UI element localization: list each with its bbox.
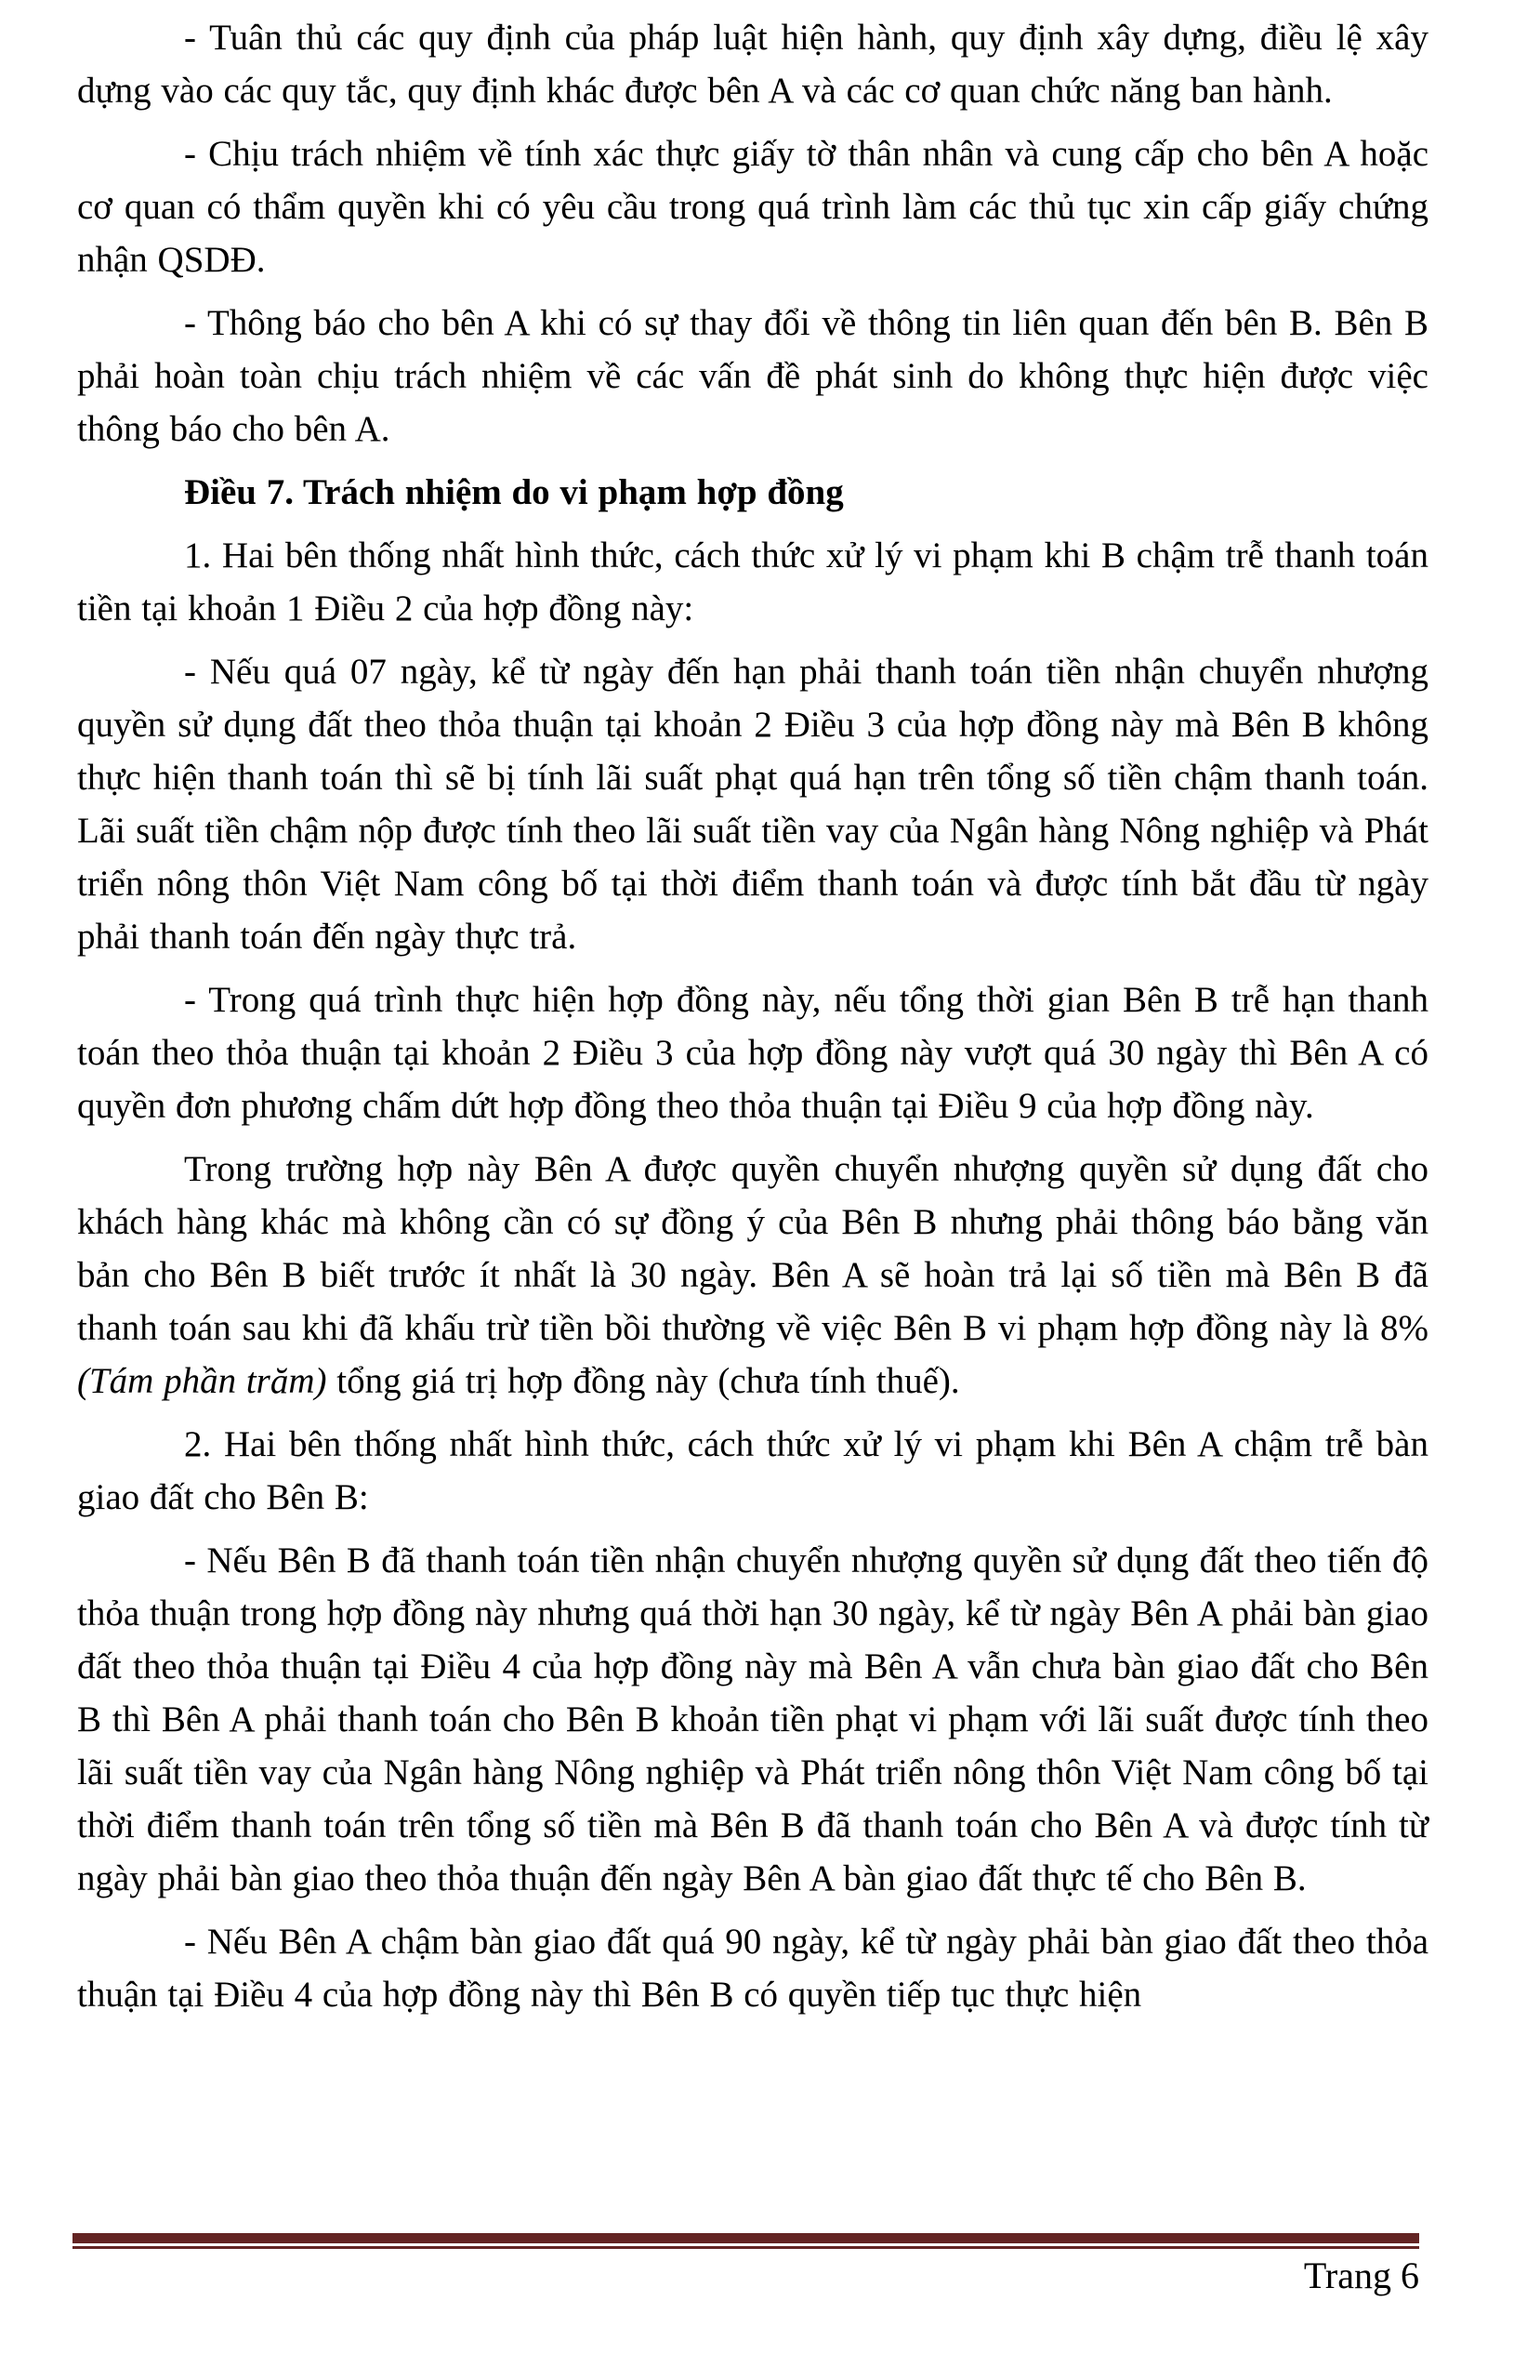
italic-tam-phan-tram: (Tám phần trăm) — [77, 1361, 327, 1401]
footer-rule-thick-bar — [72, 2233, 1419, 2243]
section-heading-dieu-7: Điều 7. Trách nhiệm do vi phạm hợp đồng — [184, 472, 844, 512]
paragraph-text-after: tổng giá trị hợp đồng này (chưa tính thuế). — [326, 1361, 960, 1401]
document-body — [77, 11, 1428, 2021]
page-number-label: Trang 6 — [1303, 2254, 1419, 2296]
paragraph-trong-truong-hop — [77, 1143, 1428, 1408]
paragraph-trong-qua-trinh: - Trong quá trình thực hiện hợp đồng này, nếu tổng thời gian Bên B trễ hạn thanh toán theo thỏa thuận tại khoản 2 Điều 3 của hợp đồng này vượt quá 30 ngày thì Bên A có quyền đơn phương chấm dứt hợp đồng theo thỏa thuận tại Điều 9 của hợp đồng này. — [77, 980, 1428, 1126]
paragraph-neu-ben-b-da-thanh-toan: - Nếu Bên B đã thanh toán tiền nhận chuyển nhượng quyền sử dụng đất theo tiến độ thỏa thuận trong hợp đồng này nhưng quá thời hạn 30 ngày, kể từ ngày Bên A phải bàn giao đất theo thỏa thuận tại Điều 4 của hợp đồng này mà Bên A vẫn chưa bàn giao đất cho Bên B thì Bên A phải thanh toán cho Bên B khoản tiền phạt vi phạm với lãi suất được tính theo lãi suất tiền vay của Ngân hàng Nông nghiệp và Phát triển nông thôn Việt Nam công bố tại thời điểm thanh toán trên tổng số tiền mà Bên B đã thanh toán cho Bên A và được tính từ ngày phải bàn giao theo thỏa thuận đến ngày Bên A bàn giao đất thực tế cho Bên B. — [77, 1540, 1428, 1898]
paragraph-clause-2: 2. Hai bên thống nhất hình thức, cách thức xử lý vi phạm khi Bên A chậm trễ bàn giao đất cho Bên B: — [77, 1424, 1428, 1517]
paragraph-clause-1: 1. Hai bên thống nhất hình thức, cách thức xử lý vi phạm khi B chậm trễ thanh toán tiền tại khoản 1 Điều 2 của hợp đồng này: — [77, 536, 1428, 628]
paragraph-chiu-trach-nhiem: - Chịu trách nhiệm về tính xác thực giấy tờ thân nhân và cung cấp cho bên A hoặc cơ quan có thẩm quyền khi có yêu cầu trong quá trình làm các thủ tục xin cấp giấy chứng nhận QSDĐ. — [77, 134, 1428, 280]
paragraph-neu-ben-a-cham: - Nếu Bên A chậm bàn giao đất quá 90 ngày, kể từ ngày phải bàn giao đất theo thỏa thuận tại Điều 4 của hợp đồng này thì Bên B có quyền tiếp tục thực hiện — [77, 1922, 1428, 2015]
paragraph-neu-qua-07-ngay: - Nếu quá 07 ngày, kể từ ngày đến hạn phải thanh toán tiền nhận chuyển nhượng quyền sử dụng đất theo thỏa thuận tại khoản 2 Điều 3 của hợp đồng này mà Bên B không thực hiện thanh toán thì sẽ bị tính lãi suất phạt quá hạn trên tổng số tiền chậm thanh toán. Lãi suất tiền chậm nộp được tính theo lãi suất tiền vay của Ngân hàng Nông nghiệp và Phát triển nông thôn Việt Nam công bố tại thời điểm thanh toán và được tính bắt đầu từ ngày phải thanh toán đến ngày thực trả. — [77, 652, 1428, 957]
footer-divider-rule — [72, 2233, 1419, 2249]
paragraph-thong-bao: - Thông báo cho bên A khi có sự thay đổi về thông tin liên quan đến bên B. Bên B phải hoàn toàn chịu trách nhiệm về các vấn đề phát sinh do không thực hiện được việc thông báo cho bên A. — [77, 303, 1428, 449]
paragraph-text-before: Trong trường hợp này Bên A được quyền chuyển nhượng quyền sử dụng đất cho khách hàng khác mà không cần có sự đồng ý của Bên B nhưng phải thông báo bằng văn bản cho Bên B biết trước ít nhất là 30 ngày. Bên A sẽ hoàn trả lại số tiền mà Bên B đã thanh toán sau khi đã khấu trừ tiền bồi thường về việc Bên B vi phạm hợp đồng này là 8% — [77, 1149, 1428, 1348]
footer-rule-thin-bar — [72, 2246, 1419, 2249]
paragraph-tuan-thu: - Tuân thủ các quy định của pháp luật hiện hành, quy định xây dựng, điều lệ xây dựng vào các quy tắc, quy định khác được bên A và các cơ quan chức năng ban hành. — [77, 18, 1428, 111]
